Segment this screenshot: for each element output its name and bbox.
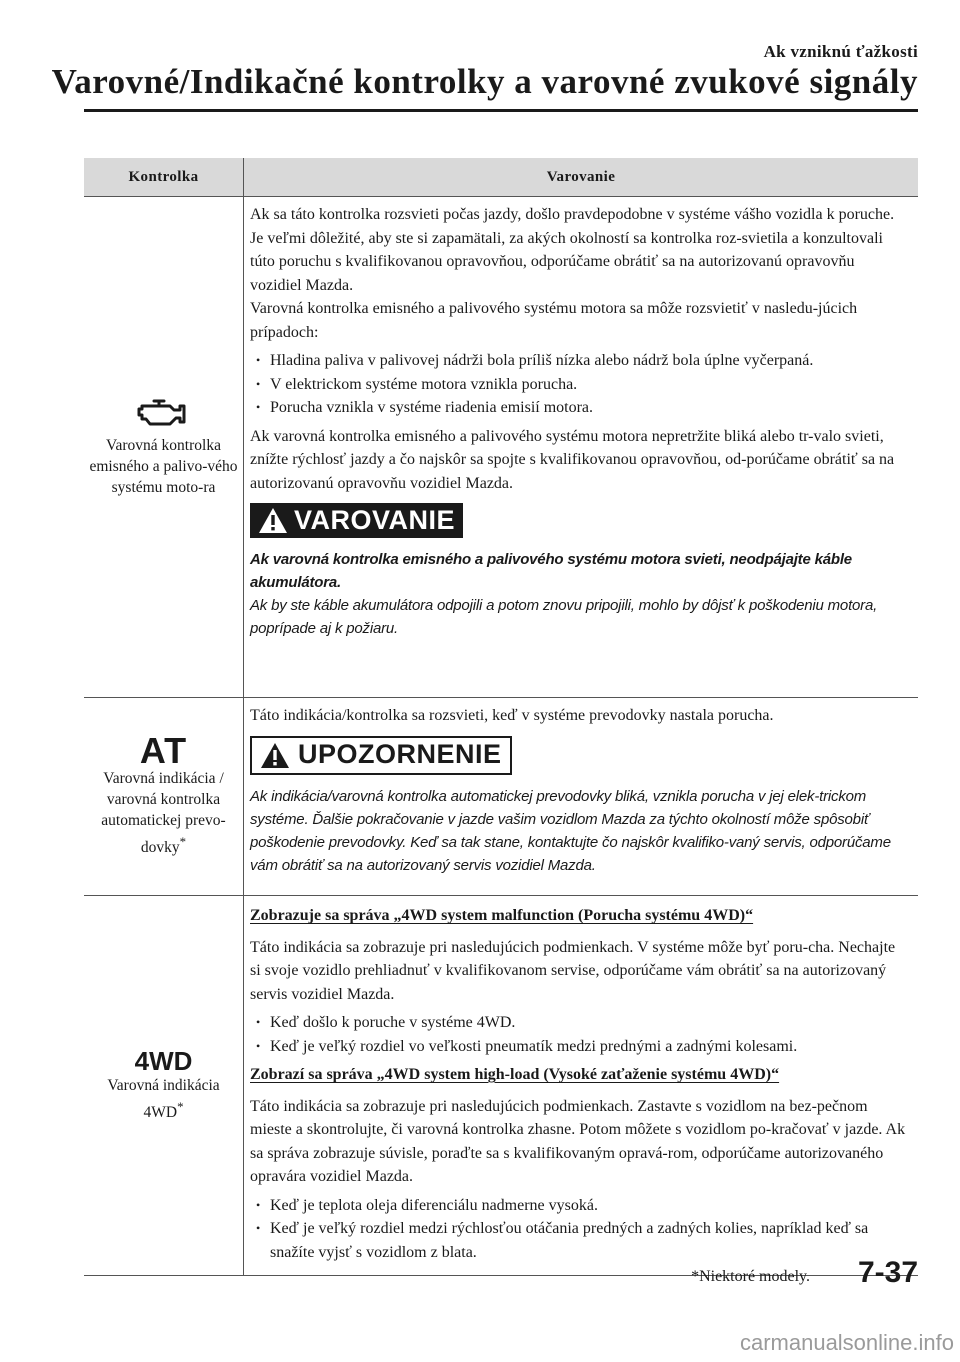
indicator-cell <box>84 698 244 896</box>
footnote: *Niektoré modely. <box>691 1268 810 1285</box>
indicator-label: Varovná indikácia / varovná kontrolka automatickej prevo-dovky <box>101 770 226 857</box>
footnote-marker: * <box>179 834 187 850</box>
warning-cell <box>244 896 919 1276</box>
warning-note-bold: Ak varovná kontrolka emisného a palivového systému motora svieti, neodpájajte káble akumulátora. <box>250 551 852 591</box>
table-row <box>84 698 918 896</box>
paragraph: Ak varovná kontrolka emisného a palivového systému motora nepretržite bliká alebo tr-valo svieti, znížte rýchlosť jazdy a čo najskôr sa spojte s kvalifikovanou opravovňou, od-porúčame obrátiť sa na autorizovanú opravovňu vozidiel Mazda. <box>250 427 895 492</box>
warning-badge <box>250 503 463 538</box>
indicator-label: Varovná indikácia 4WD <box>107 1077 220 1122</box>
table-row <box>84 896 918 1276</box>
paragraph: Táto indikácia sa zobrazuje pri nasledujúcich podmienkach. Zastavte s vozidlom na bez-pečnom mieste a skontrolujte, či varovná kontrolka zhasne. Potom môžete s vozidlom po-kračovať v jazde. Ak sa správa zobrazuje súvisle, poraďte sa s kvalifikovaným opravá-rom, odporúčame autorizovaného opravára vozidiel Mazda. <box>250 1097 906 1185</box>
list-item: • Keď je veľký rozdiel vo veľkosti pneumatík medzi prednými a zadnými kolesami. <box>256 1035 908 1059</box>
engine-check-icon <box>136 397 192 429</box>
page-number: 7-37 <box>857 1256 918 1289</box>
paragraph: Táto indikácia/kontrolka sa rozsvieti, keď v systéme prevodovky nastala porucha. <box>250 707 774 724</box>
bullet-list <box>256 349 908 420</box>
indicator-label: Varovná kontrolka emisného a palivo-vého systému moto-ra <box>89 436 238 496</box>
warning-table <box>84 158 918 1276</box>
table-row <box>84 197 918 698</box>
column-header-indicator: Kontrolka <box>84 158 244 197</box>
footnote-marker: * <box>177 1099 184 1115</box>
paragraph: Ak sa táto kontrolka rozsvieti počas jazdy, došlo pravdepodobne v systéme vášho vozidla k poruche. Je veľmi dôležité, aby ste si zapamätali, za akých okolností sa kontrolka roz-svietila a konzultovali túto poruchu s kvalifikovanou opravovňou, odporúčame obrátiť sa na autorizovanú opravovňu vozidiel Mazda. <box>250 206 895 294</box>
page-title: Varovné/Indikačné kontrolky a varovné zvukové signály <box>51 62 918 101</box>
list-item: • Porucha vznikla v systéme riadenia emisií motora. <box>256 396 908 420</box>
caution-badge <box>250 736 512 775</box>
caution-note: Ak indikácia/varovná kontrolka automatickej prevodovky bliká, vznikla porucha v jej elek-trickom systéme. Ďalšie pokračovanie v jazde vašim vozidlom Mazda za týchto okolností môže spôsobiť poškodenie prevodovky. Keď sa tak stane, kontaktujte čo najskôr kvalifiko-vaný servis, odporúčame vám obrátiť sa na autorizovaný servis vozidiel Mazda. <box>250 787 891 874</box>
section-label: Ak vzniknú ťažkosti <box>763 42 918 61</box>
warning-cell <box>244 197 919 698</box>
caution-badge-label: UPOZORNENIE <box>298 739 502 770</box>
indicator-cell <box>84 896 244 1276</box>
list-item: • Hladina paliva v palivovej nádrži bola príliš nízka alebo nádrž bola úplne vyčerpaná. <box>256 349 908 373</box>
subheading: Zobrazí sa správa „4WD system high-load (Vysoké zaťaženie systému 4WD)“ <box>250 1066 780 1083</box>
warning-triangle-icon <box>258 507 288 534</box>
list-item: • Keď je teplota oleja diferenciálu nadmerne vysoká. <box>256 1194 908 1218</box>
4wd-indicator-icon: 4WD <box>134 1046 193 1077</box>
bullet-list <box>256 1011 908 1058</box>
warning-note: Ak by ste káble akumulátora odpojili a potom znovu pripojili, mohlo by dôjsť k poškodeniu motora, poprípade aj k požiaru. <box>250 597 878 637</box>
list-item: • V elektrickom systéme motora vznikla porucha. <box>256 373 908 397</box>
paragraph: Varovná kontrolka emisného a palivového systému motora sa môže rozsvietiť v nasledu-júcich prípadoch: <box>250 300 858 341</box>
watermark: carmanualsonline.info <box>739 1330 954 1355</box>
warning-badge-label: VAROVANIE <box>294 504 456 535</box>
paragraph: Táto indikácia sa zobrazuje pri nasledujúcich podmienkach. V systéme môže byť poru-cha. Nechajte si svoje vozidlo prehliadnuť v kvalifikovanom servise, odporúčame vám obrátiť sa na autorizovaný servis vozidiel Mazda. <box>250 938 896 1003</box>
caution-triangle-icon <box>260 742 290 769</box>
indicator-cell <box>84 197 244 698</box>
column-header-warning: Varovanie <box>244 158 919 197</box>
warning-cell <box>244 698 919 896</box>
table-header-row <box>84 158 918 197</box>
list-item: • Keď došlo k poruche v systéme 4WD. <box>256 1011 908 1035</box>
header-divider <box>84 109 918 112</box>
list-item: • Keď je veľký rozdiel medzi rýchlosťou otáčania predných a zadných kolies, napríklad keď sa snažíte vyjsť s vozidlom z blata. <box>256 1217 908 1264</box>
bullet-list <box>256 1194 908 1265</box>
subheading: Zobrazuje sa správa „4WD system malfunction (Porucha systému 4WD)“ <box>250 907 754 924</box>
at-indicator-icon: AT <box>139 730 188 772</box>
